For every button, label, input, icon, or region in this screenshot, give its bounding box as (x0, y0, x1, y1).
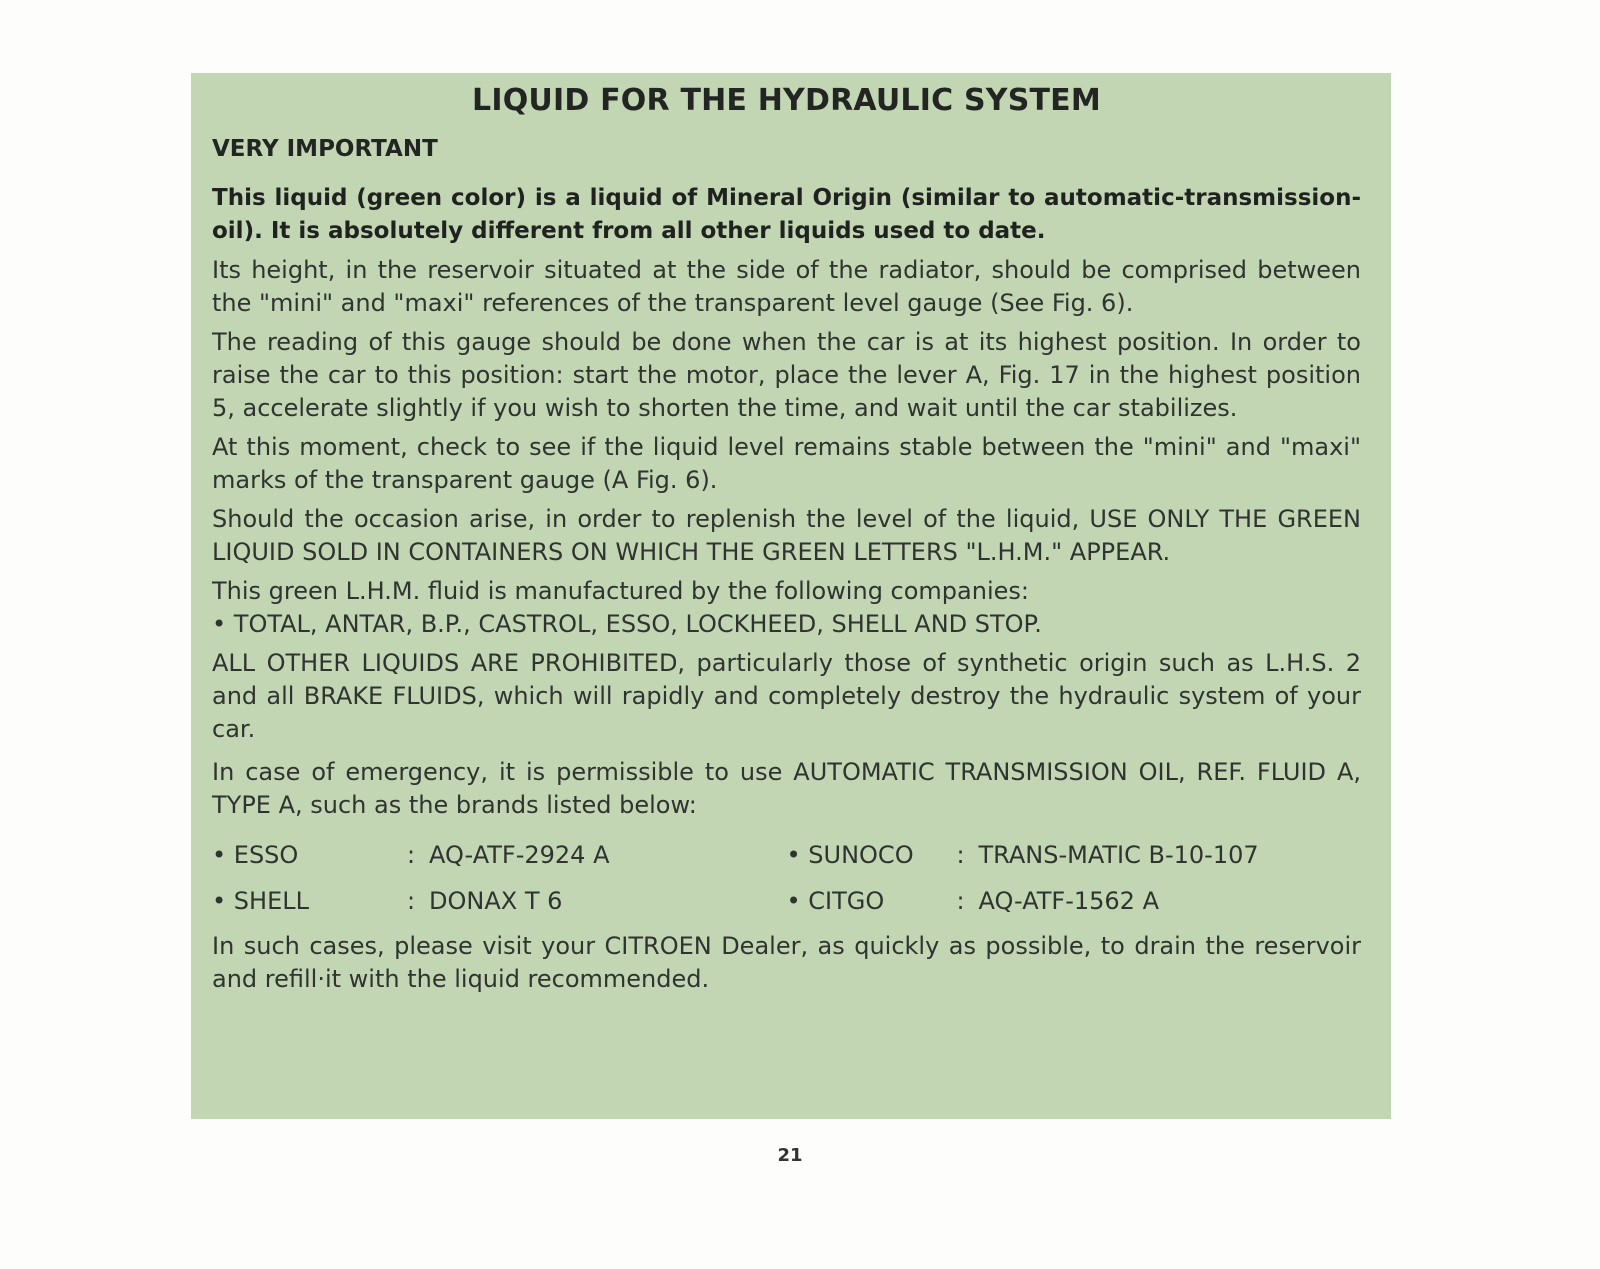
brand-separator: : (407, 841, 416, 869)
brand-reference: TRANS-MATIC B-10-107 (978, 841, 1259, 869)
brand-separator: : (956, 887, 965, 915)
companies-list-item: • TOTAL, ANTAR, B.P., CASTROL, ESSO, LOCKHEED, SHELL AND STOP. (212, 610, 1042, 638)
paragraph-dealer-visit: In such cases, please visit your CITROEN Dealer, as quickly as possible, to drain the reservoir and refill·it with the liquid recommended. (212, 932, 1361, 993)
brand-row (212, 832, 1361, 878)
brand-name: • SUNOCO (786, 841, 914, 869)
page-title: LIQUID FOR THE HYDRAULIC SYSTEM (472, 83, 1101, 118)
brand-item (212, 841, 787, 869)
brand-separator: : (956, 841, 965, 869)
paragraph-gauge-reading: The reading of this gauge should be done when the car is at its highest position. In order to raise the car to this position: start the motor, place the lever A, Fig. 17 in the highest position 5, accelerate slightly if you wish to shorten the time, and wait until the car stabilizes. (212, 328, 1361, 422)
brand-name: • ESSO (212, 841, 299, 869)
brand-list (212, 832, 1361, 924)
brand-item (787, 887, 1362, 915)
brand-reference: AQ-ATF-1562 A (978, 887, 1159, 915)
brand-row (212, 878, 1361, 924)
paragraph-check-level: At this moment, check to see if the liquid level remains stable between the "mini" and "maxi" marks of the transparent gauge (A Fig. 6). (212, 433, 1361, 494)
paragraph-manufacturers: This green L.H.M. fluid is manufactured by the following companies: (212, 577, 1029, 605)
paragraph-prohibited: ALL OTHER LIQUIDS ARE PROHIBITED, particularly those of synthetic origin such as L.H.S. 2 and all BRAKE FLUIDS, which will rapidly and completely destroy the hydraulic system of your car. (212, 649, 1361, 743)
page-number: 21 (777, 1145, 803, 1166)
brand-reference: DONAX T 6 (429, 887, 563, 915)
brand-name: • SHELL (212, 887, 309, 915)
hydraulic-liquid-panel (191, 73, 1391, 1119)
brand-reference: AQ-ATF-2924 A (429, 841, 610, 869)
section-subtitle: VERY IMPORTANT (212, 136, 438, 162)
paragraph-reservoir-height: Its height, in the reservoir situated at the side of the radiator, should be comprised between the "mini" and "maxi" references of the transparent level gauge (See Fig. 6). (212, 256, 1361, 317)
paragraph-replenish: Should the occasion arise, in order to replenish the level of the liquid, USE ONLY THE GREEN LIQUID SOLD IN CONTAINERS ON WHICH THE GREEN LETTERS "L.H.M." APPEAR. (212, 505, 1361, 566)
paragraph-emergency: In case of emergency, it is permissible to use AUTOMATIC TRANSMISSION OIL, REF. FLUID A, TYPE A, such as the brands listed below: (212, 758, 1361, 819)
brand-item (787, 841, 1362, 869)
brand-name: • CITGO (786, 887, 885, 915)
warning-paragraph: This liquid (green color) is a liquid of Mineral Origin (similar to automatic-transmission-oil). It is absolutely different from all other liquids used to date. (212, 185, 1361, 244)
brand-separator: : (407, 887, 416, 915)
brand-item (212, 887, 787, 915)
